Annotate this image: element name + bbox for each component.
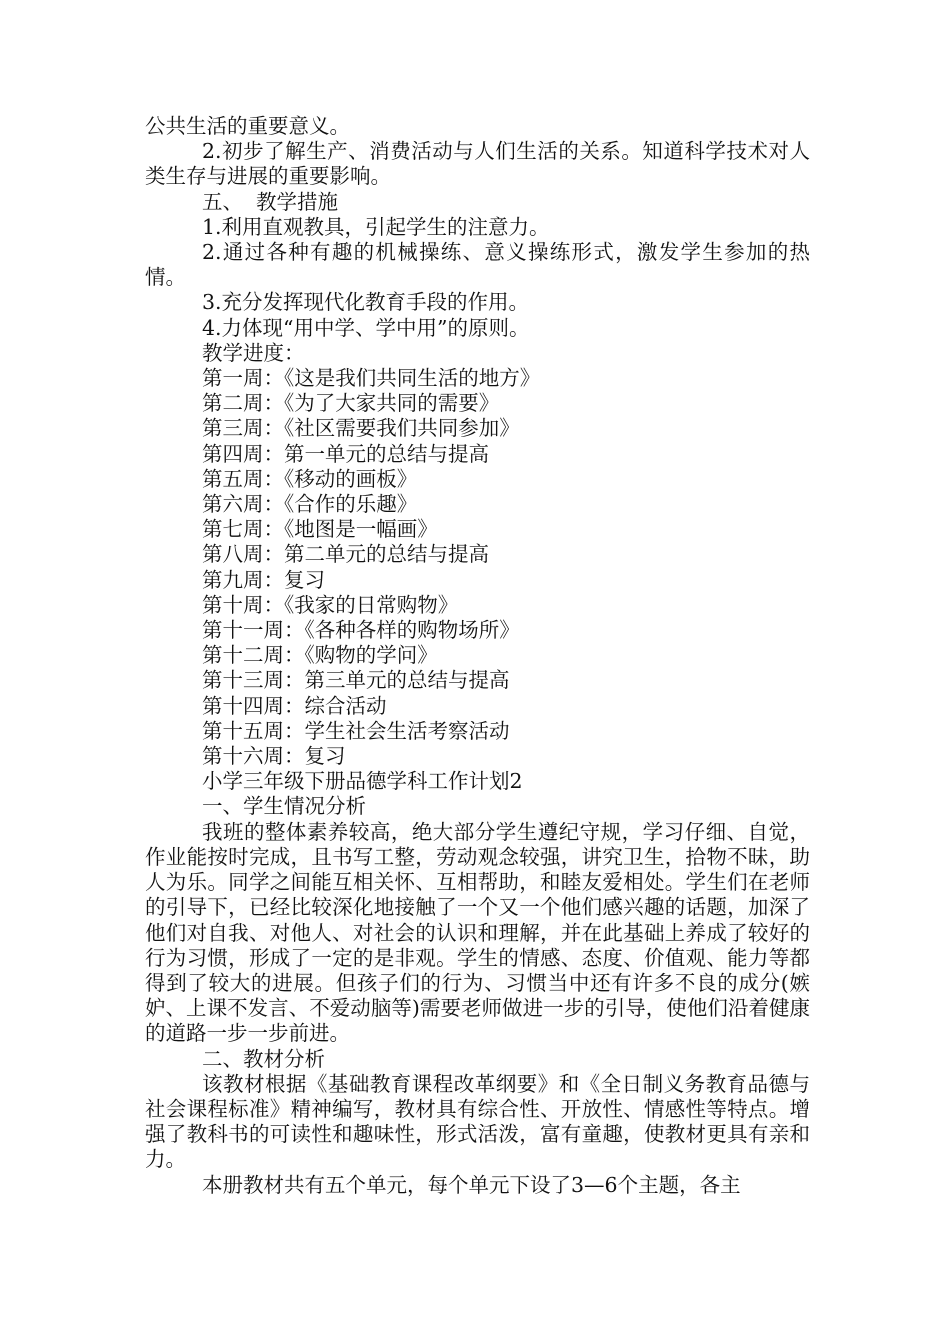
paragraph: 公共生活的重要意义。 bbox=[145, 114, 350, 138]
paragraph: 本册教材共有五个单元，每个单元下设了3—6个主题，各主 bbox=[202, 1172, 741, 1197]
list-item: 3.充分发挥现代化教育手段的作用。 bbox=[202, 290, 530, 315]
schedule-item: 第四周：第一单元的总结与提高 bbox=[202, 441, 489, 466]
list-item: 4.力体现“用中学、学中用”的原则。 bbox=[202, 315, 530, 340]
list-item: 2.通过各种有趣的机械操练、意义操练形式，激发学生参加的热情。 bbox=[145, 240, 810, 290]
schedule-item: 第七周：《地图是一幅画》 bbox=[202, 517, 438, 542]
section-heading: 二、教材分析 bbox=[202, 1046, 325, 1071]
schedule-item: 第十一周：《各种各样的购物场所》 bbox=[202, 618, 520, 643]
list-item: 1.利用直观教具，引起学生的注意力。 bbox=[202, 214, 550, 239]
schedule-item: 第五周：《移动的画板》 bbox=[202, 466, 418, 491]
schedule-item: 第八周：第二单元的总结与提高 bbox=[202, 542, 489, 567]
schedule-item: 第十六周：复习 bbox=[202, 744, 346, 769]
paragraph: 我班的整体素养较高，绝大部分学生遵纪守规，学习仔细、自觉，作业能按时完成，且书写工整，劳动观念较强，讲究卫生，拾物不昧，助人为乐。同学之间能互相关怀、互相帮助，和睦友爱相处。学生们在老师的引导下，已经比较深化地接触了一个又一个他们感兴趣的话题，加深了他们对自我、对他人、对社会的认识和理解，并在此基础上养成了较好的行为习惯，形成了一定的是非观。学生的情感、态度、价值观、能力等都得到了较大的进展。但孩子们的行为、习惯当中还有许多不良的成分(嫉妒、上课不发言、不爱动脑等)需要老师做进一步的引导，使他们沿着健康的道路一步一步前进。 bbox=[145, 819, 810, 1046]
schedule-item: 第三周：《社区需要我们共同参加》 bbox=[202, 416, 520, 441]
schedule-item: 第十四周：综合活动 bbox=[202, 693, 387, 718]
schedule-item: 第十三周：第三单元的总结与提高 bbox=[202, 668, 510, 693]
section-heading: 五、 教学措施 bbox=[202, 189, 339, 214]
schedule-item: 第十周：《我家的日常购物》 bbox=[202, 592, 459, 617]
schedule-heading: 教学进度： bbox=[202, 340, 305, 365]
paragraph: 该教材根据《基础教育课程改革纲要》和《全日制义务教育品德与社会课程标准》精神编写，教材具有综合性、开放性、情感性等特点。增强了教科书的可读性和趣味性，形式活泼，富有童趣，使教材更具有亲和力。 bbox=[145, 1071, 810, 1172]
schedule-item: 第一周：《这是我们共同生活的地方》 bbox=[202, 366, 541, 391]
schedule-item: 第六周：《合作的乐趣》 bbox=[202, 492, 418, 517]
schedule-item: 第二周：《为了大家共同的需要》 bbox=[202, 391, 500, 416]
schedule-item: 第九周：复习 bbox=[202, 567, 325, 592]
schedule-item: 第十五周：学生社会生活考察活动 bbox=[202, 718, 510, 743]
document-title: 小学三年级下册品德学科工作计划2 bbox=[202, 769, 523, 794]
section-heading: 一、学生情况分析 bbox=[202, 794, 366, 819]
paragraph: 2.初步了解生产、消费活动与人们生活的关系。知道科学技术对人类生存与进展的重要影响。 bbox=[145, 139, 810, 189]
schedule-item: 第十二周：《购物的学问》 bbox=[202, 643, 438, 668]
document-page bbox=[145, 114, 810, 1198]
